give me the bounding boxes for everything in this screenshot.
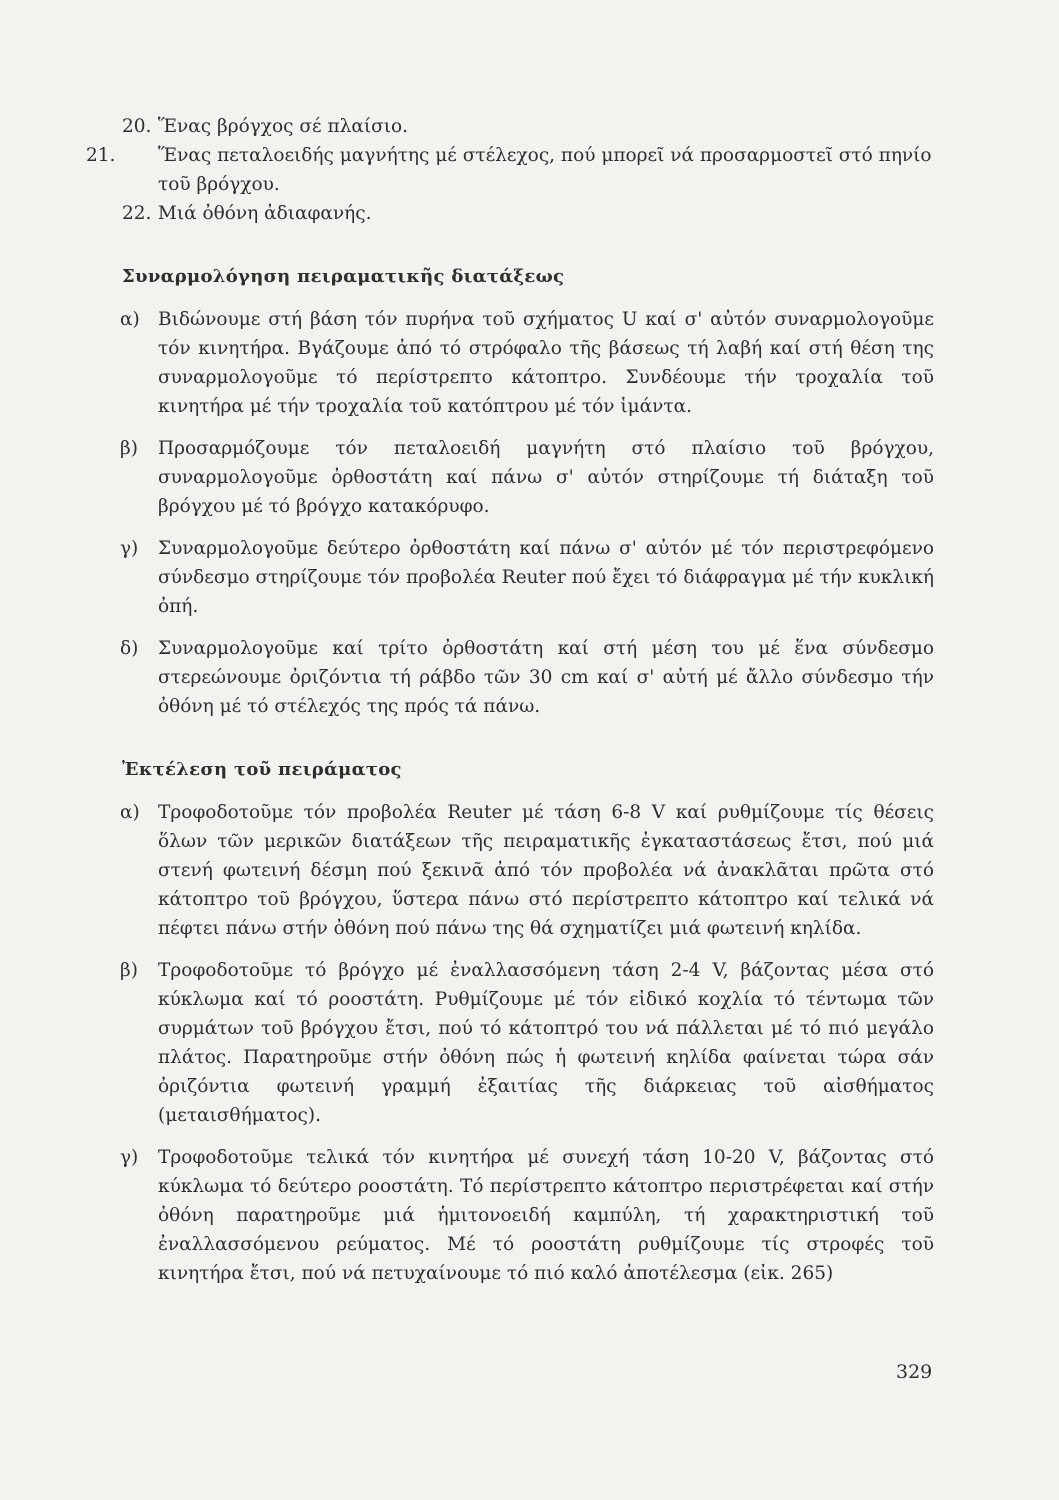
execution-step	[122, 1143, 934, 1288]
item-text: Ἕνας βρόγχος σέ πλαίσιο.	[157, 116, 408, 137]
assembly-step	[122, 534, 934, 621]
step-text: Τροφοδοτοῦμε τελικά τόν κινητήρα μέ συνεχή τάση 10-20 V, βάζοντας στό κύκλωμα τό δεύτερο ροοστάτη. Τό περίστρεπτο κάτοπτρο περιστρέφεται καί στήν ὀθόνη παρατηροῦμε μιά ἡμιτονοειδή καμπύλη, τή χαρακτηριστική τοῦ ἐναλλασσόμενου ρεύματος. Μέ τό ροοστάτη ρυθμίζουμε τίς στροφές τοῦ κινητήρα ἔτσι, πού νά πετυχαίνουμε τό πιό καλό ἀποτέλεσμα (εἰκ. 265)	[158, 1147, 934, 1284]
step-text: Συναρμολογοῦμε δεύτερο ὀρθοστάτη καί πάνω σ' αὐτόν μέ τόν περιστρεφόμενο σύνδεσμο στηρίζουμε τόν προβολέα Reuter πού ἔχει τό διάφραγμα μέ τήν κυκλική ὀπή.	[158, 538, 934, 617]
assembly-step	[122, 434, 934, 521]
execution-step	[122, 798, 934, 943]
step-marker: δ)	[120, 638, 139, 659]
page-body	[86, 112, 934, 1301]
step-text: Τροφοδοτοῦμε τό βρόγχο μέ ἐναλλασσόμενη τάση 2-4 V, βάζοντας μέσα στό κύκλωμα καί τό ροοστάτη. Ρυθμίζουμε μέ τόν εἰδικό κοχλία τό τέντωμα τῶν συρμάτων τοῦ βρόγχου ἔτσι, πού τό κάτοπτρό του νά πάλλεται μέ τό πιό μεγάλο πλάτος. Παρατηροῦμε στήν ὀθόνη πώς ἡ φωτεινή κηλίδα φαίνεται τώρα σάν ὀριζόντια φωτεινή γραμμή ἐξαιτίας τῆς διάρκειας τοῦ αἰσθήματος (μεταισθήματος).	[158, 960, 934, 1126]
step-marker: α)	[120, 802, 140, 823]
assembly-heading: Συναρμολόγηση πειραματικῆς διατάξεως	[122, 266, 565, 287]
step-text: Συναρμολογοῦμε καί τρίτο ὀρθοστάτη καί στή μέση του μέ ἕνα σύνδεσμο στερεώνουμε ὀριζόντια τή ράβδο τῶν 30 cm καί σ' αὐτή μέ ἄλλο σύνδεσμο τήν ὀθόνη μέ τό στέλεχός της πρός τά πάνω.	[158, 638, 934, 717]
step-marker: β)	[120, 438, 138, 459]
item-number: 21.	[86, 145, 116, 166]
list-item	[122, 112, 934, 141]
assembly-step	[122, 634, 934, 721]
step-text: Προσαρμόζουμε τόν πεταλοειδή μαγνήτη στό πλαίσιο τοῦ βρόγχου, συναρμολογοῦμε ὀρθοστάτη καί πάνω σ' αὐτόν στηρίζουμε τή διάταξη τοῦ βρόγχου μέ τό βρόγχο κατακόρυφο.	[158, 438, 934, 517]
execution-steps	[122, 798, 934, 1288]
item-text: Ἕνας πεταλοειδής μαγνήτης μέ στέλεχος, πού μπορεῖ νά προσαρμοστεῖ στό πηνίο τοῦ βρόγχου.	[158, 145, 932, 195]
step-marker: α)	[120, 309, 140, 330]
step-marker: β)	[120, 960, 138, 981]
assembly-steps	[122, 305, 934, 721]
assembly-step	[122, 305, 934, 421]
item-number: 22.	[122, 203, 152, 224]
item-number: 20.	[122, 116, 152, 137]
equipment-list	[86, 112, 934, 228]
execution-step	[122, 956, 934, 1130]
step-text: Βιδώνουμε στή βάση τόν πυρήνα τοῦ σχήματος U καί σ' αὐτόν συναρμολογοῦμε τόν κινητήρα. Βγάζουμε ἀπό τό στρόφαλο τῆς βάσεως τή λαβή καί στή θέση της συναρμολογοῦμε τό περίστρεπτο κάτοπτρο. Συνδέουμε τήν τροχαλία τοῦ κινητήρα μέ τήν τροχαλία τοῦ κατόπτρου μέ τόν ἱμάντα.	[158, 309, 934, 417]
list-item	[122, 199, 934, 228]
step-text: Τροφοδοτοῦμε τόν προβολέα Reuter μέ τάση 6-8 V καί ρυθμίζουμε τίς θέσεις ὅλων τῶν μερικῶν διατάξεων τῆς πειραματικῆς ἐγκαταστάσεως ἔτσι, πού μιά στενή φωτεινή δέσμη πού ξεκινᾶ ἀπό τόν προβολέα νά ἀνακλᾶται πρῶτα στό κάτοπτρο τοῦ βρόγχου, ὕστερα πάνω στό περίστρεπτο κάτοπτρο καί τελικά νά πέφτει πάνω στήν ὀθόνη πού πάνω της θά σχηματίζει μιά φωτεινή κηλίδα.	[158, 802, 934, 939]
list-item	[86, 141, 934, 199]
page-number: 329	[896, 1361, 933, 1383]
item-text: Μιά ὀθόνη ἀδιαφανής.	[157, 203, 372, 224]
step-marker: γ)	[120, 1147, 139, 1168]
execution-heading: Ἐκτέλεση τοῦ πειράματος	[122, 759, 402, 780]
step-marker: γ)	[120, 538, 139, 559]
